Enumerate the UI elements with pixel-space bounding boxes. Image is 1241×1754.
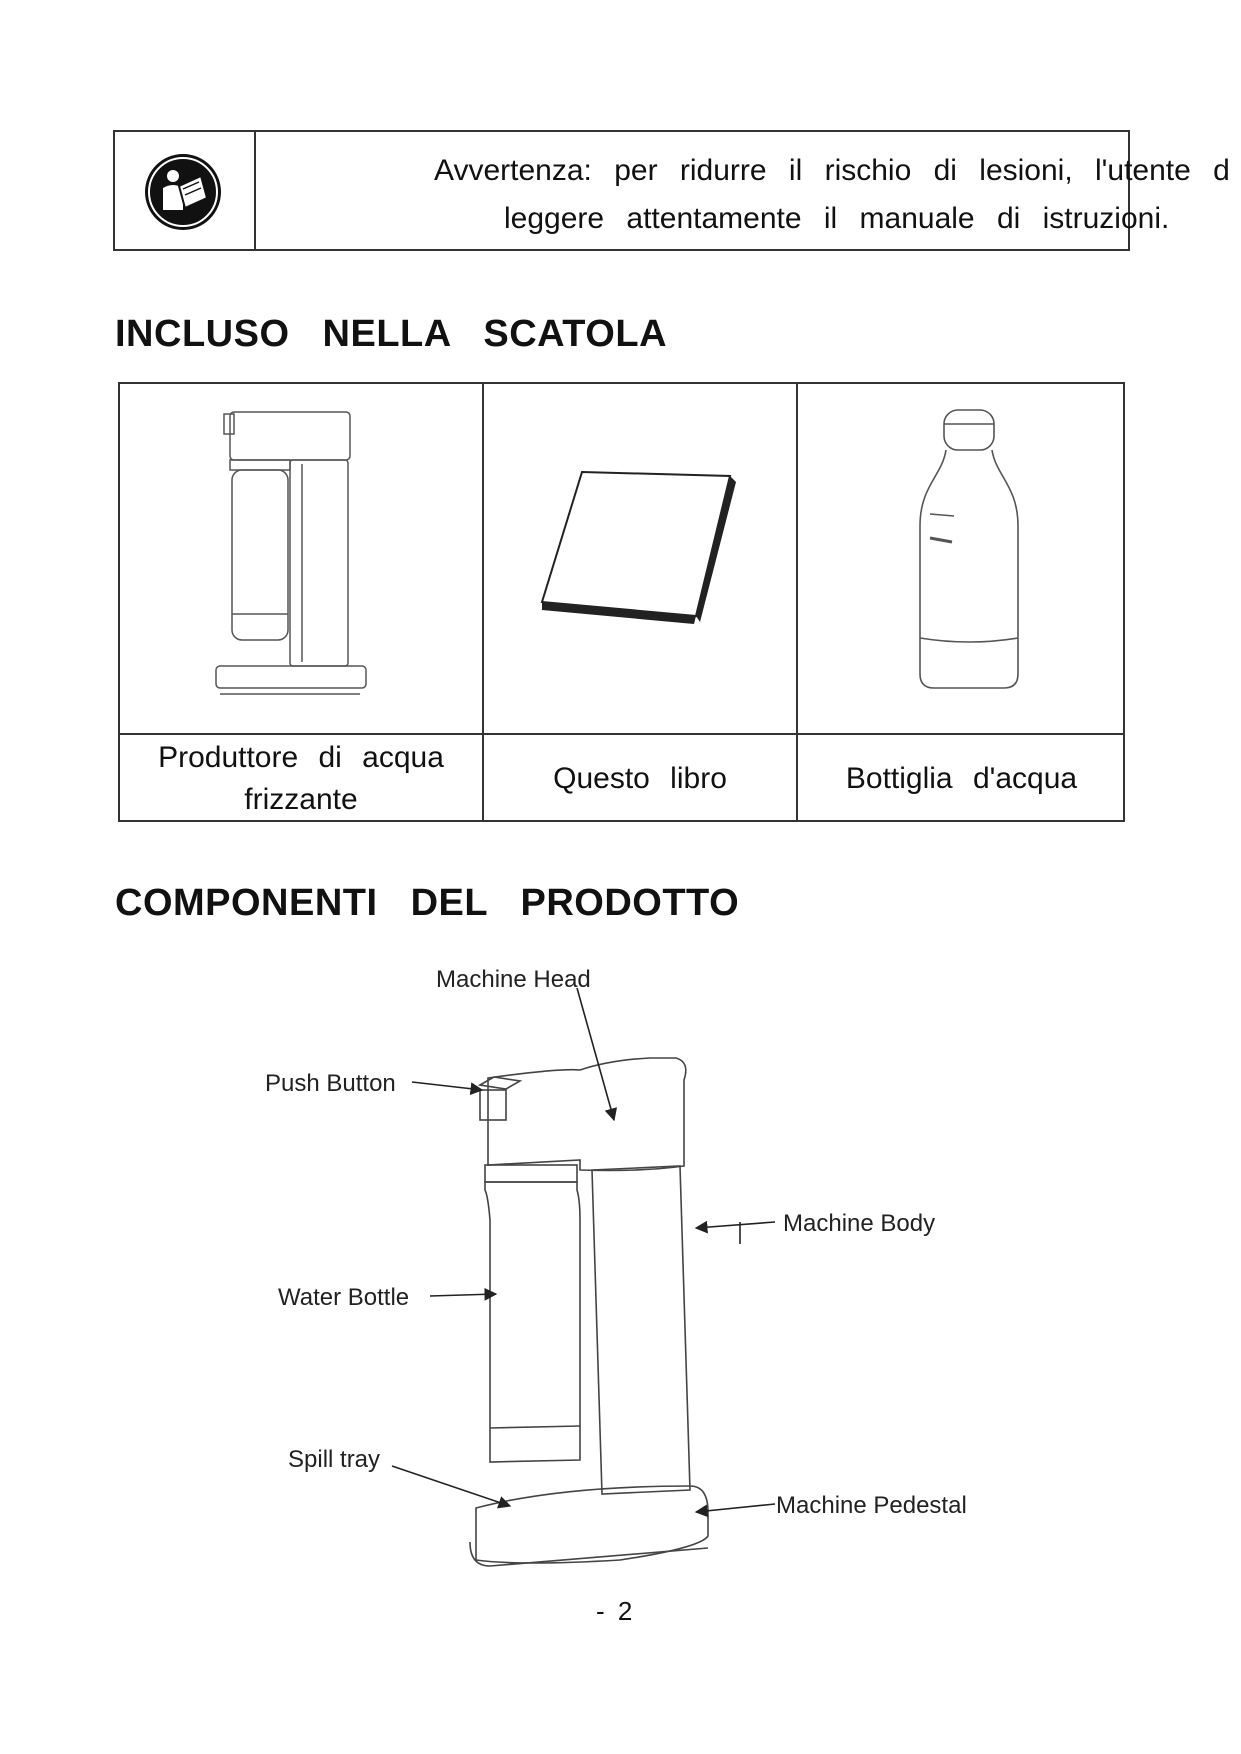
label-machine-body: Machine Body — [783, 1210, 936, 1237]
label-spill-tray: Spill tray — [288, 1446, 381, 1473]
included-title: INCLUSO NELLA SCATOLA — [115, 313, 668, 355]
label-water-bottle: Water Bottle — [278, 1284, 410, 1311]
page-number: - 2 — [596, 1596, 633, 1626]
label-machine-head: Machine Head — [436, 966, 591, 993]
included-item-label: Bottiglia d'acqua — [845, 761, 1078, 795]
label-machine-pedestal: Machine Pedestal — [776, 1492, 967, 1519]
included-item-label: Questo libro — [553, 761, 727, 795]
warning-line-2: leggere attentamente il manuale di istruzioni. — [504, 202, 1170, 235]
warning-line-1: Avvertenza: per ridurre il rischio di lesioni, l'utente d — [434, 154, 1230, 187]
label-push-button: Push Button — [265, 1070, 396, 1097]
included-item-label: Produttore di acqua frizzante — [158, 740, 444, 816]
components-title: COMPONENTI DEL PRODOTTO — [115, 882, 740, 924]
